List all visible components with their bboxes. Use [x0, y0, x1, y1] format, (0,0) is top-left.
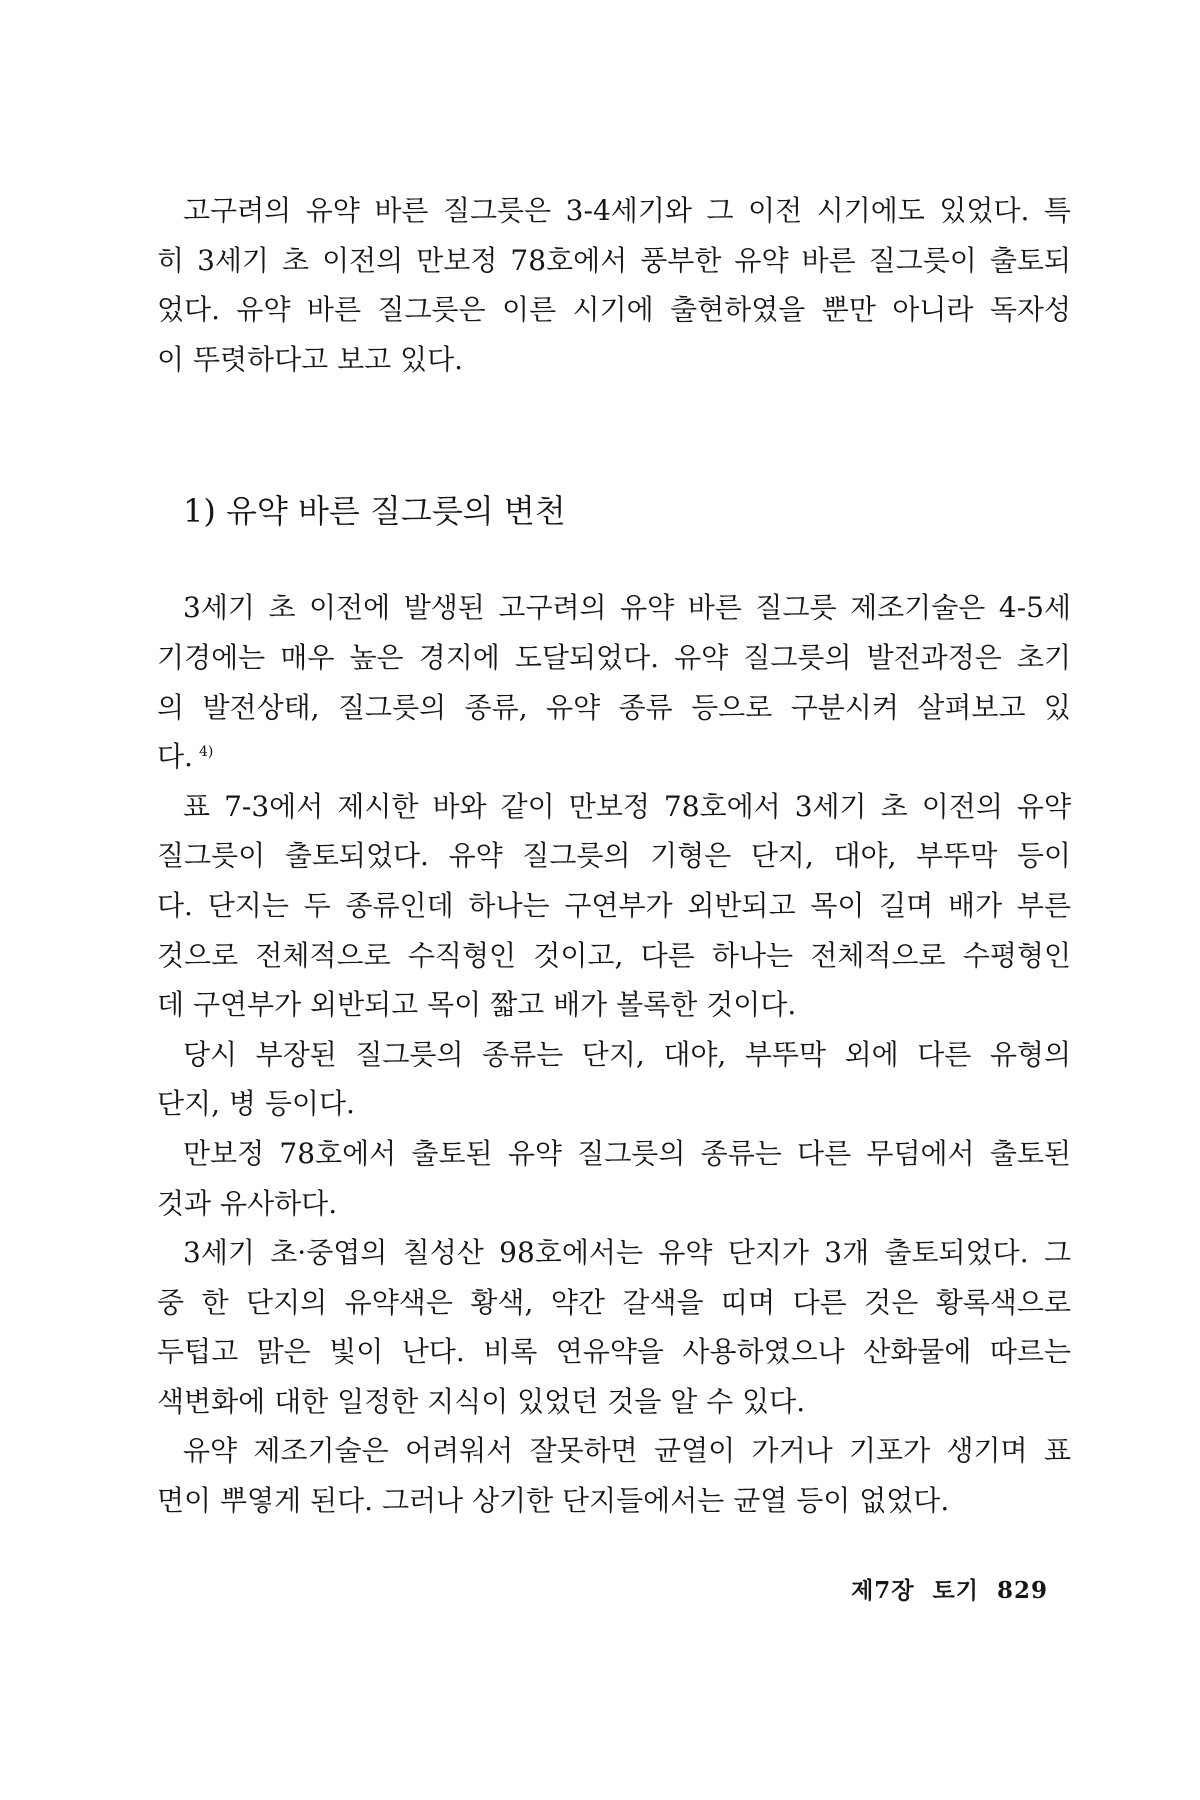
text-line — [157, 732, 1071, 782]
paragraph — [157, 782, 1071, 1030]
line-text: 당시 부장된 질그릇의 종류는 단지, 대야, 부뚜막 외에 다른 유형의 — [183, 1037, 1071, 1071]
text-line — [157, 683, 1071, 733]
line-text: 히 3세기 초 이전의 만보정 78호에서 풍부한 유약 바른 질그릇이 출토되 — [157, 243, 1071, 277]
text-line — [157, 1476, 1071, 1526]
line-text: 이 뚜렷하다고 보고 있다. — [157, 342, 464, 376]
text-line — [157, 1179, 1071, 1229]
section-heading: 1) 유약 바른 질그릇의 변천 — [183, 492, 566, 531]
line-text: 중 한 단지의 유약색은 황색, 약간 갈색을 띠며 다른 것은 황록색으로 — [157, 1285, 1071, 1319]
text-line — [157, 1278, 1071, 1328]
text-line — [157, 236, 1071, 286]
line-text: 것과 유사하다. — [157, 1186, 338, 1220]
text-line — [157, 1327, 1071, 1377]
text-line — [157, 980, 1071, 1030]
line-text: 두텁고 맑은 빛이 난다. 비록 연유약을 사용하였으나 산화물에 따르는 — [157, 1335, 1071, 1369]
page-body — [157, 186, 1071, 1526]
chapter-title: 토기 — [932, 1577, 979, 1604]
text-line — [157, 335, 1071, 385]
page-footer — [833, 1572, 1048, 1605]
paragraph — [157, 1426, 1071, 1525]
line-text: 데 구연부가 외반되고 목이 짧고 배가 볼록한 것이다. — [157, 988, 797, 1022]
text-line — [157, 1030, 1071, 1080]
text-line — [157, 881, 1071, 931]
line-text: 만보정 78호에서 출토된 유약 질그릇의 종류는 다른 무덤에서 출토된 — [183, 1136, 1071, 1170]
paragraph — [157, 1129, 1071, 1228]
line-text: 다. 단지는 두 종류인데 하나는 구연부가 외반되고 목이 길며 배가 부른 — [157, 888, 1071, 922]
line-text: 표 7-3에서 제시한 바와 같이 만보정 78호에서 3세기 초 이전의 유약 — [183, 789, 1071, 823]
paragraph — [157, 583, 1071, 781]
line-text: 의 발전상태, 질그릇의 종류, 유약 종류 등으로 구분시켜 살펴보고 있 — [157, 690, 1071, 724]
line-text: 3세기 초·중엽의 칠성산 98호에서는 유약 단지가 3개 출토되었다. 그 — [183, 1236, 1071, 1270]
line-text: 기경에는 매우 높은 경지에 도달되었다. 유약 질그릇의 발전과정은 초기 — [157, 640, 1071, 674]
line-text: 질그릇이 출토되었다. 유약 질그릇의 기형은 단지, 대야, 부뚜막 등이 — [157, 839, 1071, 873]
text-line — [157, 931, 1071, 981]
line-text: 었다. 유약 바른 질그릇은 이른 시기에 출현하였을 뿐만 아니라 독자성 — [157, 293, 1071, 327]
text-line — [157, 1377, 1071, 1427]
line-text: 3세기 초 이전에 발생된 고구려의 유약 바른 질그릇 제조기술은 4-5세 — [183, 591, 1071, 625]
section-body — [157, 583, 1071, 1525]
text-line — [157, 831, 1071, 881]
text-line — [157, 782, 1071, 832]
paragraph — [157, 1228, 1071, 1426]
text-line — [157, 583, 1071, 633]
line-text: 단지, 병 등이다. — [157, 1087, 355, 1121]
text-line — [157, 186, 1071, 236]
text-line — [157, 1129, 1071, 1179]
footnote-marker[interactable]: 4) — [198, 744, 214, 761]
text-line — [157, 1228, 1071, 1278]
text-line — [157, 1079, 1071, 1129]
line-text: 것으로 전체적으로 수직형인 것이고, 다른 하나는 전체적으로 수평형인 — [157, 938, 1071, 972]
page-number: 829 — [996, 1577, 1048, 1604]
intro-section — [157, 186, 1071, 384]
line-text: 다. — [157, 740, 193, 774]
text-line — [157, 633, 1071, 683]
line-text: 면이 뿌옇게 된다. 그러나 상기한 단지들에서는 균열 등이 없었다. — [157, 1484, 950, 1518]
paragraph — [157, 186, 1071, 384]
paragraph — [157, 1030, 1071, 1129]
chapter-label: 제7장 — [851, 1577, 915, 1604]
text-line — [157, 1426, 1071, 1476]
line-text: 색변화에 대한 일정한 지식이 있었던 것을 알 수 있다. — [157, 1384, 806, 1418]
text-line — [157, 285, 1071, 335]
line-text: 유약 제조기술은 어려워서 잘못하면 균열이 가거나 기포가 생기며 표 — [183, 1434, 1071, 1468]
line-text: 고구려의 유약 바른 질그릇은 3-4세기와 그 이전 시기에도 있었다. 특 — [183, 194, 1071, 227]
